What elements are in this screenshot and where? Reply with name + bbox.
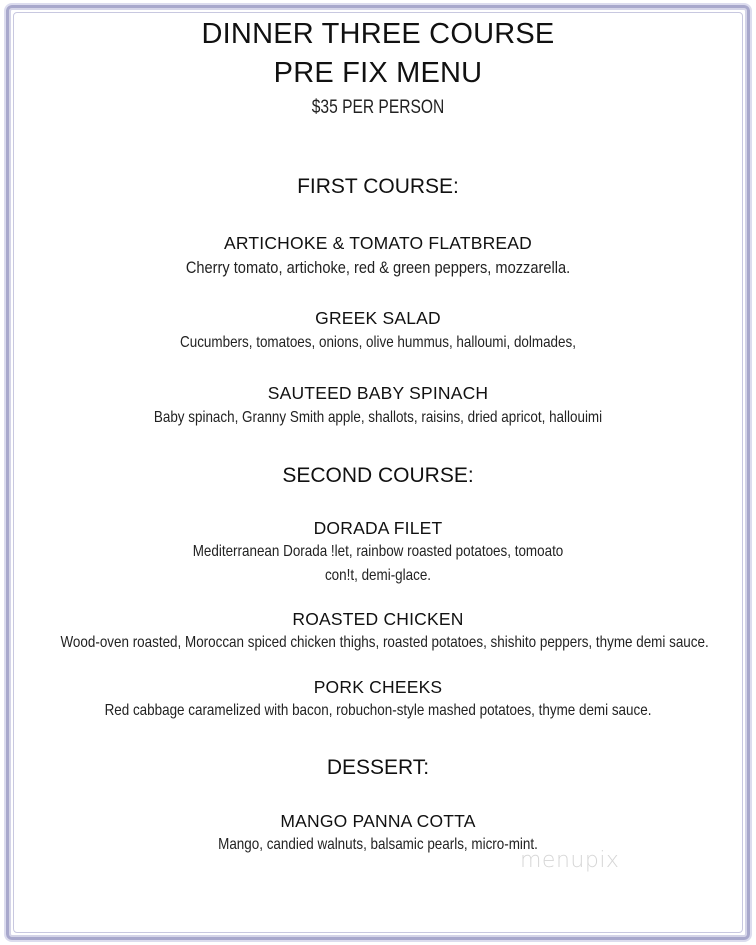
- dish-name-chicken: ROASTED CHICKEN: [292, 609, 464, 629]
- second-course-heading: SECOND COURSE:: [282, 464, 474, 487]
- menu-title-line-2: PRE FIX MENU: [273, 57, 483, 89]
- dish-name-panna-cotta: MANGO PANNA COTTA: [280, 811, 476, 831]
- menu-title-line-1: DINNER THREE COURSE: [201, 18, 555, 50]
- menupix-watermark: menupix: [520, 848, 620, 873]
- dish-name-greek-salad: GREEK SALAD: [315, 308, 441, 328]
- dish-description-greek-salad: Cucumbers, tomatoes, onions, olive hummus, halloumi, dolmades,: [180, 334, 576, 351]
- dessert-heading: DESSERT:: [326, 756, 430, 779]
- first-course-heading: FIRST COURSE:: [297, 175, 459, 198]
- dish-description-panna-cotta: Mango, candied walnuts, balsamic pearls, micro-mint.: [218, 836, 538, 853]
- dish-description-flatbread: Cherry tomato, artichoke, red & green peppers, mozzarella.: [185, 258, 571, 277]
- dish-description-pork-cheeks: Red cabbage caramelized with bacon, robuchon-style mashed potatoes, thyme demi sauce.: [104, 702, 652, 719]
- dish-description-dorada-line-1: Mediterranean Dorada !let, rainbow roasted potatoes, tomoato: [192, 543, 564, 560]
- dish-name-flatbread: ARTICHOKE & TOMATO FLATBREAD: [223, 233, 533, 253]
- dish-name-dorada: DORADA FILET: [313, 518, 443, 538]
- menu-price: $35 PER PERSON: [311, 97, 445, 118]
- dish-name-pork-cheeks: PORK CHEEKS: [313, 677, 443, 697]
- dish-description-chicken: Wood-oven roasted, Moroccan spiced chicken thighs, roasted potatoes, shishito peppers, thyme demi sauce.: [60, 634, 709, 651]
- dish-description-spinach: Baby spinach, Granny Smith apple, shallots, raisins, dried apricot, hallouimi: [153, 409, 603, 426]
- dish-name-spinach: SAUTEED BABY SPINACH: [267, 383, 489, 403]
- dish-description-dorada-line-2: con!t, demi-glace.: [324, 567, 432, 584]
